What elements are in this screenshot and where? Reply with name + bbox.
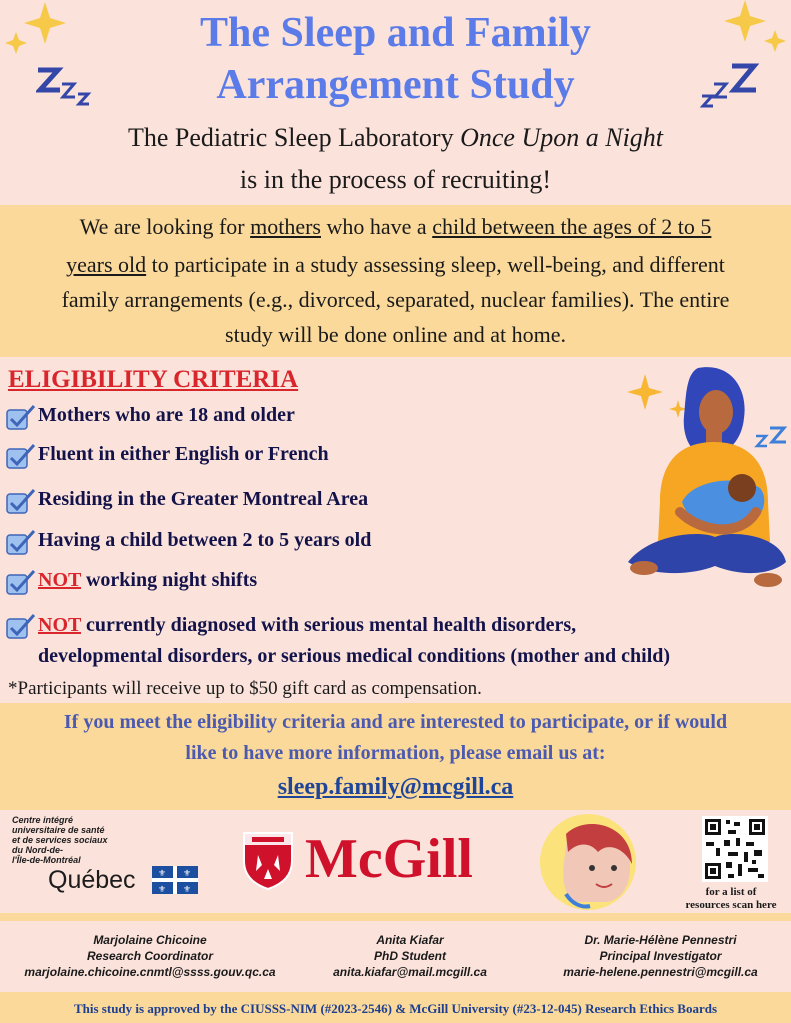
- team-role: Research Coordinator: [86, 949, 214, 963]
- criterion-diagnosis: [6, 610, 670, 672]
- checkbox-icon: [6, 488, 36, 514]
- subtitle-text: The Pediatric Sleep Laboratory: [127, 123, 461, 152]
- checkbox-icon: [6, 569, 36, 595]
- team-role: Principal Investigator: [599, 949, 722, 963]
- criterion-text: Mothers who are 18 and older: [38, 404, 295, 426]
- intro-text: who have a: [321, 214, 433, 239]
- eligibility-heading: ELIGIBILITY CRITERIA: [8, 366, 299, 393]
- mcgill-logo-text: McGill: [305, 828, 473, 890]
- checkbox-icon: [6, 443, 36, 469]
- criterion-text: [38, 569, 257, 592]
- ciusss-text: l'Île-de-Montréal: [12, 855, 81, 865]
- team-email[interactable]: marie-helene.pennestri@mcgill.ca: [563, 965, 758, 979]
- criterion-text-cont: developmental disorders, or serious medical conditions (mother and child): [38, 645, 671, 667]
- mother-child-illustration: [620, 362, 791, 602]
- criterion-child-age: [6, 529, 371, 555]
- ciusss-text: universitaire de santé: [12, 825, 105, 835]
- compensation-note: *Participants will receive up to $50 gift card as compensation.: [8, 678, 482, 699]
- ethics-approval-footer: This study is approved by the CIUSSS-NIM (#2023-2546) & McGill University (#23-12-045) Research Ethics Boards: [73, 1001, 718, 1016]
- intro-line1: [0, 212, 791, 242]
- team-email[interactable]: anita.kiafar@mail.mcgill.ca: [333, 965, 487, 979]
- intro-text: We are looking for: [79, 214, 251, 239]
- qr-caption-line: resources scan here: [685, 899, 777, 911]
- checkbox-icon: [6, 613, 36, 639]
- team-role: PhD Student: [374, 949, 446, 963]
- age-emphasis: years old: [66, 252, 147, 277]
- contact-email-link[interactable]: sleep.family@mcgill.ca: [277, 774, 514, 800]
- quebec-flag-icon: [152, 866, 198, 894]
- quebec-logo-text: Québec: [48, 866, 136, 894]
- criterion-text: Fluent in either English or French: [38, 443, 329, 465]
- checkbox-icon: [6, 404, 36, 430]
- divider-band: [0, 913, 791, 921]
- team-name: Anita Kiafar: [376, 933, 444, 947]
- criterion-text-rest: working night shifts: [80, 569, 258, 591]
- intro-text: to participate in a study assessing sleep, well-being, and different: [146, 252, 725, 277]
- team-email[interactable]: marjolaine.chicoine.cnmtl@ssss.gouv.qc.ca: [24, 965, 276, 979]
- qr-caption-line: for a list of: [705, 886, 757, 898]
- lab-mascot-logo: [538, 812, 638, 912]
- criterion-age: [6, 404, 295, 430]
- criterion-text: [38, 610, 670, 672]
- criterion-residence: [6, 488, 368, 514]
- team-member-student: [300, 932, 520, 980]
- ciusss-text: et de services sociaux: [12, 835, 108, 845]
- intro-line3: family arrangements (e.g., divorced, separated, nuclear families). The entire: [61, 287, 730, 312]
- page-title-line1: The Sleep and Family: [200, 10, 591, 56]
- ciusss-text: du Nord-de-: [12, 845, 63, 855]
- cta-line2: like to have more information, please email us at:: [185, 742, 606, 764]
- cta-line1: If you meet the eligibility criteria and are interested to participate, or if would: [63, 711, 728, 733]
- criterion-text: Residing in the Greater Montreal Area: [38, 488, 369, 510]
- criterion-language: [6, 443, 329, 469]
- intro-line4: study will be done online and at home.: [225, 322, 566, 347]
- team-member-coordinator: [0, 932, 300, 980]
- not-emphasis: NOT: [38, 614, 81, 636]
- mcgill-shield-icon: [242, 829, 294, 891]
- team-name: Dr. Marie-Hélène Pennestri: [584, 933, 737, 947]
- svg-text:⚜: ⚜: [157, 869, 167, 879]
- svg-text:⚜: ⚜: [182, 869, 192, 879]
- checkbox-icon: [6, 529, 36, 555]
- svg-text:⚜: ⚜: [182, 885, 192, 894]
- intro-line2: [0, 250, 791, 280]
- team-name: Marjolaine Chicoine: [93, 933, 207, 947]
- mothers-emphasis: mothers: [250, 214, 321, 239]
- criterion-night-shifts: [6, 569, 257, 595]
- ciusss-logo: [12, 815, 108, 865]
- criterion-text-rest: currently diagnosed with serious mental health disorders,: [80, 614, 577, 636]
- team-member-pi: [530, 932, 791, 980]
- age-emphasis: child between the ages of 2 to 5: [432, 214, 712, 239]
- qr-code-icon[interactable]: [702, 816, 768, 882]
- not-emphasis: NOT: [38, 569, 81, 591]
- lab-name: Once Upon a Night: [460, 123, 664, 152]
- subtitle-line1: [0, 122, 791, 154]
- qr-caption: [672, 886, 790, 912]
- criterion-text: Having a child between 2 to 5 years old: [38, 529, 372, 551]
- ciusss-text: Centre intégré: [12, 815, 74, 825]
- page-title-line2: Arrangement Study: [216, 62, 575, 108]
- svg-text:⚜: ⚜: [157, 885, 167, 894]
- subtitle-line2: is in the process of recruiting!: [239, 165, 552, 194]
